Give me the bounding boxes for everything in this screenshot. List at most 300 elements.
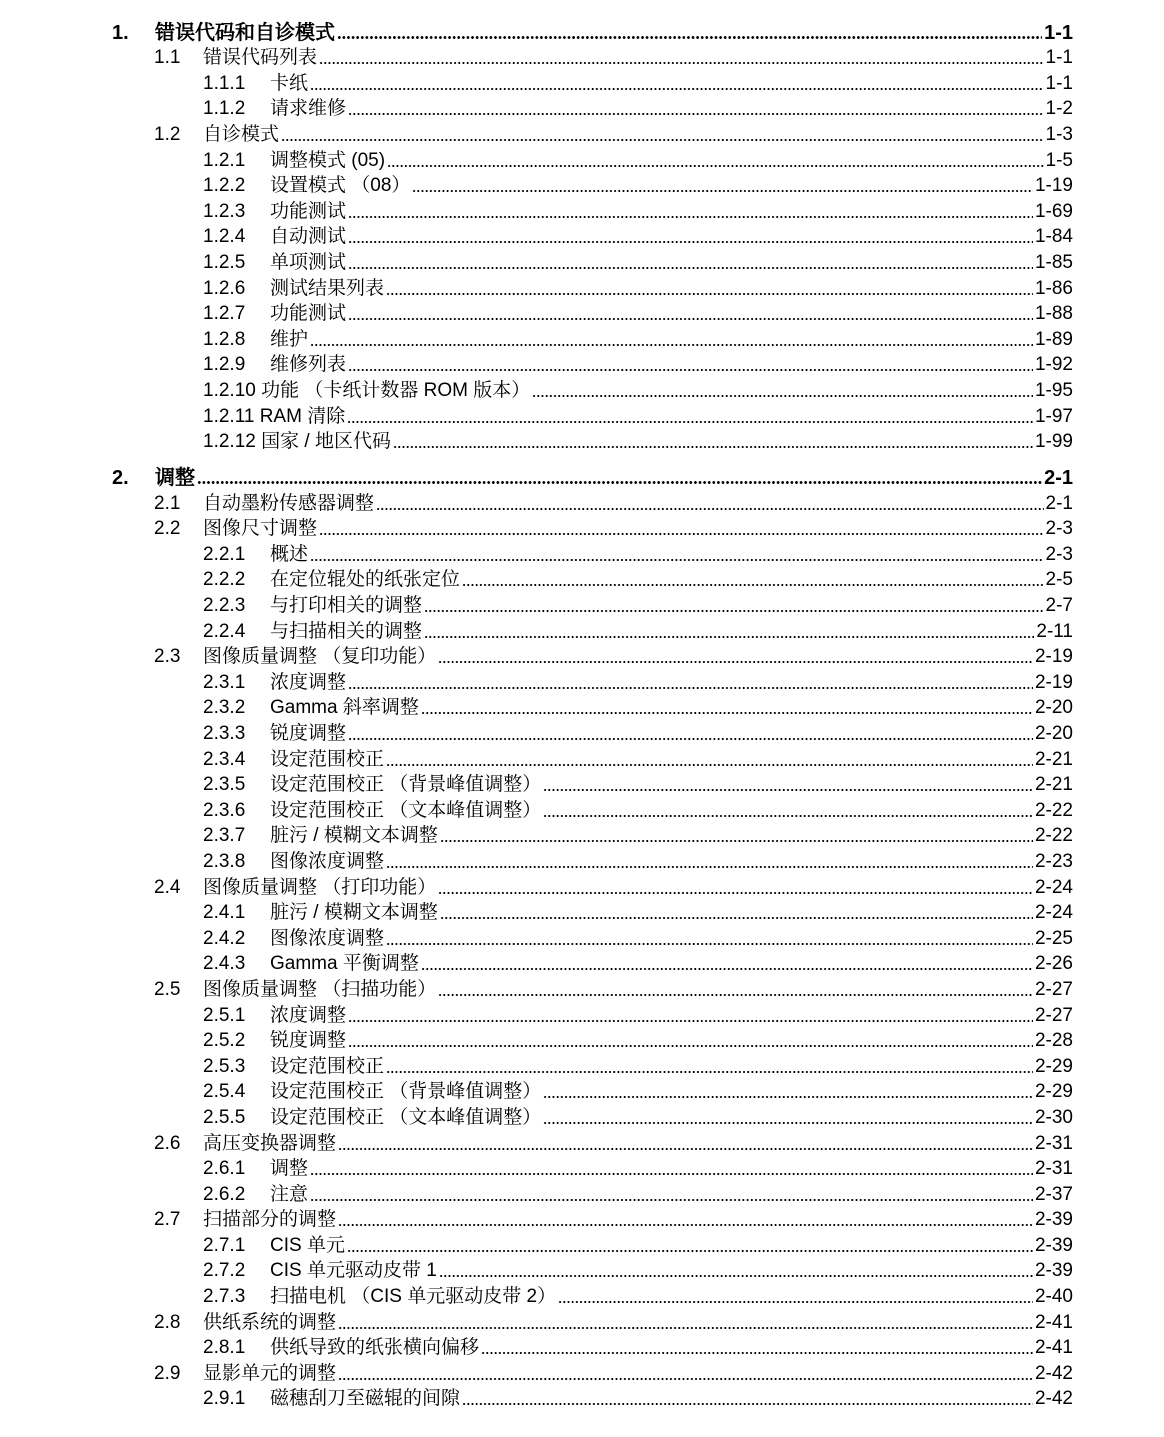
toc-entry-number: 1.1 — [154, 47, 181, 69]
toc-entry-page: 2-27 — [1034, 978, 1073, 1000]
toc-entry[interactable] — [0, 1078, 1164, 1104]
toc-entry-number: 2.3.5 — [203, 774, 246, 796]
toc-entry[interactable] — [0, 540, 1164, 566]
toc-entry-line — [270, 800, 1073, 822]
toc-entry[interactable] — [0, 274, 1164, 300]
toc-entry[interactable] — [0, 643, 1164, 669]
toc-entry-page: 1-69 — [1034, 200, 1073, 222]
toc-entry-line — [270, 1158, 1073, 1180]
toc-entry[interactable] — [0, 1206, 1164, 1232]
toc-entry-line — [270, 569, 1073, 591]
toc-entry-line — [270, 595, 1073, 617]
dot-leader — [310, 87, 1044, 91]
toc-entry-title: 锐度调整 — [270, 723, 347, 745]
toc-entry-line — [270, 672, 1073, 694]
toc-entry[interactable] — [0, 719, 1164, 745]
toc-entry-number: 2. — [112, 467, 129, 490]
toc-entry-line — [270, 544, 1073, 566]
toc-entry[interactable] — [0, 771, 1164, 797]
dot-leader — [281, 138, 1044, 142]
toc-entry[interactable] — [0, 822, 1164, 848]
dot-leader — [310, 1198, 1033, 1202]
toc-entry-title: 维修列表 — [270, 354, 347, 376]
toc-entry-page: 2-37 — [1034, 1183, 1073, 1205]
toc-entry-number: 2.6.2 — [203, 1183, 246, 1205]
dot-leader — [347, 420, 1033, 424]
dot-leader — [338, 1377, 1033, 1381]
toc-entry[interactable] — [0, 668, 1164, 694]
toc-entry-number: 2.7.3 — [203, 1286, 246, 1308]
toc-entry-number: 2.5.2 — [203, 1030, 246, 1052]
toc-entry-title: 脏污 / 模糊文本调整 — [270, 825, 438, 847]
toc-entry-number: 1. — [112, 21, 129, 44]
toc-entry-page: 2-1 — [1044, 467, 1073, 490]
toc-entry[interactable] — [0, 402, 1164, 428]
dot-leader — [347, 1249, 1033, 1253]
toc-entry-title: 错误代码和自诊模式 — [155, 21, 335, 44]
table-of-contents — [0, 18, 1164, 1410]
toc-entry-number: 2.8.1 — [203, 1337, 246, 1359]
toc-entry-number: 2.5.3 — [203, 1055, 246, 1077]
toc-entry-title: 图像质量调整 （打印功能） — [203, 876, 437, 898]
dot-leader — [440, 916, 1033, 920]
toc-entry-title: 请求维修 — [270, 98, 347, 120]
toc-entry[interactable] — [0, 1155, 1164, 1181]
toc-entry-line — [270, 1260, 1073, 1282]
toc-entry-number: 1.2.3 — [203, 200, 246, 222]
toc-entry[interactable] — [0, 44, 1164, 70]
toc-entry[interactable] — [0, 489, 1164, 515]
toc-entry-title: 1.2.11 RAM 清除 — [203, 405, 346, 427]
toc-entry-number: 1.2.8 — [203, 328, 246, 350]
toc-entry[interactable] — [0, 1359, 1164, 1385]
toc-entry-title: 设置模式 （08） — [270, 175, 411, 197]
toc-entry-line — [203, 646, 1073, 668]
dot-leader — [387, 164, 1043, 168]
toc-entry-title: 单项测试 — [270, 251, 347, 273]
toc-entry-title: 调整模式 (05) — [270, 149, 386, 171]
toc-entry-title: 注意 — [270, 1183, 309, 1205]
toc-entry-title: 自动墨粉传感器调整 — [203, 492, 375, 514]
toc-entry-title: 图像尺寸调整 — [203, 518, 318, 540]
toc-entry-number: 2.2 — [154, 518, 181, 540]
toc-entry[interactable] — [0, 172, 1164, 198]
dot-leader — [424, 635, 1034, 639]
dot-leader — [348, 1044, 1033, 1048]
toc-entry-title: 概述 — [270, 543, 309, 565]
dot-leader — [348, 112, 1044, 116]
toc-entry-title: 自诊模式 — [203, 123, 280, 145]
toc-entry[interactable] — [0, 1027, 1164, 1053]
toc-entry-number: 2.3 — [154, 646, 181, 668]
toc-entry[interactable] — [0, 1231, 1164, 1257]
toc-entry-line — [270, 749, 1073, 771]
dot-leader — [386, 763, 1033, 767]
dot-leader — [532, 394, 1033, 398]
toc-entry-title: 浓度调整 — [270, 671, 347, 693]
toc-entry[interactable] — [0, 1257, 1164, 1283]
toc-entry-number: 2.9.1 — [203, 1388, 246, 1410]
toc-entry[interactable] — [0, 1103, 1164, 1129]
toc-entry-line — [203, 877, 1073, 899]
toc-entry-line — [270, 902, 1073, 924]
toc-entry-title: 在定位辊处的纸张定位 — [270, 569, 461, 591]
toc-entry[interactable] — [0, 95, 1164, 121]
toc-entry-line — [203, 380, 1073, 402]
toc-entry-line — [203, 1312, 1073, 1334]
toc-entry-number: 2.5 — [154, 978, 181, 1000]
dot-leader — [376, 507, 1044, 511]
toc-entry-number: 2.2.3 — [203, 595, 246, 617]
toc-entry-page: 2-28 — [1034, 1030, 1073, 1052]
toc-entry-line — [270, 1337, 1073, 1359]
toc-entry-line — [270, 354, 1073, 376]
toc-entry-page: 1-97 — [1034, 405, 1073, 427]
toc-entry-title: 图像浓度调整 — [270, 850, 385, 872]
dot-leader — [197, 480, 1042, 485]
toc-entry-page: 1-1 — [1045, 47, 1073, 69]
toc-entry-line — [270, 953, 1073, 975]
toc-entry-page: 2-39 — [1034, 1209, 1073, 1231]
toc-entry-title: Gamma 斜率调整 — [270, 697, 419, 719]
toc-entry[interactable] — [0, 591, 1164, 617]
toc-entry-number: 2.4.1 — [203, 902, 246, 924]
dot-leader — [348, 368, 1033, 372]
toc-entry-number: 2.3.4 — [203, 748, 246, 770]
toc-entry-title: 图像浓度调整 — [270, 927, 385, 949]
toc-entry-line — [155, 22, 1073, 44]
toc-entry-page: 2-23 — [1034, 850, 1073, 872]
toc-entry-number: 2.3.3 — [203, 723, 246, 745]
toc-entry-page: 2-29 — [1034, 1081, 1073, 1103]
toc-entry-page: 2-20 — [1034, 697, 1073, 719]
toc-entry-line — [270, 73, 1073, 95]
toc-entry-page: 1-2 — [1045, 98, 1073, 120]
toc-entry-page: 1-86 — [1034, 277, 1073, 299]
toc-entry-number: 2.3.8 — [203, 850, 246, 872]
toc-entry-title: 设定范围校正 — [270, 748, 385, 770]
dot-leader — [462, 583, 1044, 587]
toc-entry-number: 2.4.2 — [203, 927, 246, 949]
toc-entry-number: 1.2.5 — [203, 251, 246, 273]
dot-leader — [348, 737, 1033, 741]
toc-entry-number: 2.2.4 — [203, 620, 246, 642]
dot-leader — [348, 686, 1033, 690]
toc-entry-page: 2-19 — [1034, 646, 1073, 668]
toc-entry-line — [270, 1235, 1073, 1257]
toc-entry-page: 2-42 — [1034, 1362, 1073, 1384]
toc-entry-line — [270, 1107, 1073, 1129]
dot-leader — [424, 609, 1044, 613]
toc-entry-line — [270, 278, 1073, 300]
toc-entry-line — [155, 467, 1073, 489]
toc-entry-line — [270, 1184, 1073, 1206]
toc-entry-page: 2-25 — [1034, 927, 1073, 949]
toc-entry-number: 2.3.6 — [203, 799, 246, 821]
toc-entry-line — [270, 774, 1073, 796]
toc-entry-title: 磁穗刮刀至磁辊的间隙 — [270, 1388, 461, 1410]
toc-entry-number: 2.3.7 — [203, 825, 246, 847]
toc-entry-page: 2-41 — [1034, 1337, 1073, 1359]
toc-entry-page: 2-24 — [1034, 876, 1073, 898]
toc-entry-title: 图像质量调整 （扫描功能） — [203, 978, 437, 1000]
dot-leader — [438, 660, 1033, 664]
toc-entry-title: 设定范围校正 （文本峰值调整） — [270, 1106, 542, 1128]
toc-entry-number: 1.2.7 — [203, 303, 246, 325]
toc-entry[interactable] — [0, 975, 1164, 1001]
toc-entry-line — [270, 851, 1073, 873]
dot-leader — [386, 1070, 1033, 1074]
toc-entry-title: 供纸导致的纸张横向偏移 — [270, 1337, 480, 1359]
toc-entry-number: 2.4 — [154, 876, 181, 898]
dot-leader — [319, 61, 1044, 65]
dot-leader — [393, 445, 1033, 449]
toc-entry-title: 测试结果列表 — [270, 277, 385, 299]
dot-leader — [310, 343, 1033, 347]
toc-entry-title: 1.2.10 功能 （卡纸计数器 ROM 版本） — [203, 379, 531, 401]
toc-entry-page: 1-19 — [1034, 175, 1073, 197]
toc-entry-title: 功能测试 — [270, 200, 347, 222]
toc-entry-title: 1.2.12 国家 / 地区代码 — [203, 431, 391, 453]
toc-entry[interactable] — [0, 428, 1164, 454]
toc-entry[interactable] — [0, 1129, 1164, 1155]
dot-leader — [440, 839, 1033, 843]
toc-entry-title: 扫描部分的调整 — [203, 1209, 337, 1231]
toc-entry-line — [203, 1363, 1073, 1385]
toc-entry-line — [203, 1133, 1073, 1155]
dot-leader — [543, 1121, 1033, 1125]
dot-leader — [386, 942, 1033, 946]
toc-entry-line — [270, 252, 1073, 274]
dot-leader — [348, 215, 1033, 219]
toc-entry-page: 1-99 — [1034, 431, 1073, 453]
toc-entry-line — [270, 175, 1073, 197]
toc-entry-line — [203, 431, 1073, 453]
toc-entry[interactable] — [0, 745, 1164, 771]
toc-entry-page: 1-95 — [1034, 379, 1073, 401]
toc-entry-page: 1-92 — [1034, 354, 1073, 376]
toc-entry-number: 2.8 — [154, 1311, 181, 1333]
toc-entry[interactable] — [0, 1001, 1164, 1027]
toc-entry[interactable] — [0, 694, 1164, 720]
toc-entry[interactable] — [0, 1052, 1164, 1078]
toc-entry[interactable] — [0, 566, 1164, 592]
toc-entry-page: 1-89 — [1034, 328, 1073, 350]
toc-entry[interactable] — [0, 1308, 1164, 1334]
toc-entry-page: 2-3 — [1045, 543, 1073, 565]
toc-entry[interactable] — [0, 325, 1164, 351]
toc-entry-page: 2-21 — [1034, 774, 1073, 796]
toc-entry[interactable] — [0, 873, 1164, 899]
toc-entry[interactable] — [0, 847, 1164, 873]
toc-entry-page: 2-26 — [1034, 953, 1073, 975]
toc-entry-page: 2-31 — [1034, 1158, 1073, 1180]
toc-entry-line — [270, 1005, 1073, 1027]
toc-entry-line — [203, 47, 1073, 69]
toc-entry-title: 显影单元的调整 — [203, 1362, 337, 1384]
toc-entry-page: 2-11 — [1036, 620, 1073, 642]
dot-leader — [421, 967, 1033, 971]
toc-entry[interactable] — [0, 617, 1164, 643]
toc-entry-page: 2-21 — [1034, 748, 1073, 770]
toc-entry[interactable] — [0, 351, 1164, 377]
toc-entry-page: 1-3 — [1045, 123, 1073, 145]
toc-entry-page: 2-30 — [1034, 1106, 1073, 1128]
dot-leader — [348, 1019, 1033, 1023]
dot-leader — [543, 1095, 1033, 1099]
toc-entry[interactable] — [0, 1282, 1164, 1308]
toc-entry-line — [203, 1209, 1073, 1231]
toc-entry-title: 设定范围校正 （文本峰值调整） — [270, 799, 542, 821]
dot-leader — [348, 266, 1033, 270]
toc-entry-page: 1-1 — [1044, 21, 1073, 44]
toc-entry-page: 2-22 — [1034, 825, 1073, 847]
toc-entry-number: 2.3.1 — [203, 671, 246, 693]
toc-entry-title: 扫描电机 （CIS 单元驱动皮带 2） — [270, 1286, 557, 1308]
toc-entry[interactable] — [0, 300, 1164, 326]
toc-entry[interactable] — [0, 463, 1164, 489]
toc-entry[interactable] — [0, 1334, 1164, 1360]
toc-entry-title: 脏污 / 模糊文本调整 — [270, 902, 438, 924]
toc-entry-page: 2-27 — [1034, 1004, 1073, 1026]
toc-entry-line — [270, 825, 1073, 847]
toc-entry-number: 1.2.4 — [203, 226, 246, 248]
toc-entry-title: 设定范围校正 （背景峰值调整） — [270, 1081, 542, 1103]
toc-entry-page: 1-85 — [1034, 251, 1073, 273]
toc-entry[interactable] — [0, 120, 1164, 146]
dot-leader — [462, 1402, 1033, 1406]
toc-entry-line — [270, 1286, 1073, 1308]
toc-entry-title: 调整 — [155, 467, 195, 490]
toc-entry-page: 2-7 — [1045, 595, 1073, 617]
toc-entry[interactable] — [0, 1385, 1164, 1411]
toc-entry-title: 设定范围校正 — [270, 1055, 385, 1077]
dot-leader — [348, 317, 1033, 321]
toc-entry-number: 2.3.2 — [203, 697, 246, 719]
toc-entry-line — [270, 1081, 1073, 1103]
toc-entry[interactable] — [0, 796, 1164, 822]
toc-entry-title: Gamma 平衡调整 — [270, 953, 419, 975]
toc-entry-number: 1.2 — [154, 123, 181, 145]
toc-entry-title: 卡纸 — [270, 72, 309, 94]
dot-leader — [386, 865, 1033, 869]
toc-entry-line — [270, 303, 1073, 325]
toc-entry-number: 2.5.5 — [203, 1106, 246, 1128]
toc-entry-number: 2.7.1 — [203, 1234, 246, 1256]
toc-entry[interactable] — [0, 248, 1164, 274]
toc-entry-line — [203, 406, 1073, 428]
toc-entry-page: 1-1 — [1045, 72, 1073, 94]
toc-entry-title: 维护 — [270, 328, 309, 350]
toc-entry-title: 浓度调整 — [270, 1004, 347, 1026]
toc-entry-title: 锐度调整 — [270, 1030, 347, 1052]
toc-entry-page: 2-29 — [1034, 1055, 1073, 1077]
dot-leader — [412, 189, 1033, 193]
toc-entry-line — [270, 329, 1073, 351]
toc-entry-line — [270, 1388, 1073, 1410]
toc-entry-line — [270, 723, 1073, 745]
dot-leader — [310, 1172, 1033, 1176]
toc-entry-line — [270, 1056, 1073, 1078]
toc-entry[interactable] — [0, 223, 1164, 249]
toc-entry-number: 2.7.2 — [203, 1260, 246, 1282]
toc-entry-title: CIS 单元 — [270, 1234, 345, 1256]
toc-entry-page: 2-42 — [1034, 1388, 1073, 1410]
toc-entry-line — [203, 518, 1073, 540]
toc-entry-page: 2-40 — [1034, 1286, 1073, 1308]
toc-entry-title: 错误代码列表 — [203, 47, 318, 69]
toc-entry-number: 1.2.1 — [203, 149, 246, 171]
toc-entry-page: 2-20 — [1034, 723, 1073, 745]
dot-leader — [439, 1274, 1033, 1278]
dot-leader — [438, 993, 1033, 997]
toc-entry[interactable] — [0, 69, 1164, 95]
dot-leader — [319, 532, 1044, 536]
toc-entry-line — [270, 697, 1073, 719]
toc-entry-title: 自动测试 — [270, 226, 347, 248]
toc-entry[interactable] — [0, 515, 1164, 541]
toc-entry-number: 2.4.3 — [203, 953, 246, 975]
toc-entry-title: 图像质量调整 （复印功能） — [203, 646, 437, 668]
toc-entry-line — [270, 226, 1073, 248]
toc-entry-line — [270, 1030, 1073, 1052]
toc-entry-line — [270, 98, 1073, 120]
toc-entry[interactable] — [0, 18, 1164, 44]
dot-leader — [543, 814, 1033, 818]
toc-entry-number: 1.2.9 — [203, 354, 246, 376]
toc-entry[interactable] — [0, 899, 1164, 925]
toc-entry-number: 2.1 — [154, 492, 181, 514]
dot-leader — [558, 1300, 1033, 1304]
dot-leader — [338, 1326, 1033, 1330]
toc-entry[interactable] — [0, 376, 1164, 402]
toc-entry[interactable] — [0, 950, 1164, 976]
toc-entry-title: 设定范围校正 （背景峰值调整） — [270, 774, 542, 796]
toc-entry[interactable] — [0, 1180, 1164, 1206]
toc-entry-line — [270, 150, 1073, 172]
toc-entry[interactable] — [0, 146, 1164, 172]
toc-entry-title: CIS 单元驱动皮带 1 — [270, 1260, 437, 1282]
toc-entry-page: 1-84 — [1034, 226, 1073, 248]
toc-entry-number: 2.5.4 — [203, 1081, 246, 1103]
toc-entry-number: 2.9 — [154, 1362, 181, 1384]
dot-leader — [338, 1223, 1033, 1227]
toc-entry-number: 2.5.1 — [203, 1004, 246, 1026]
toc-entry-title: 与扫描相关的调整 — [270, 620, 423, 642]
dot-leader — [481, 1351, 1033, 1355]
dot-leader — [337, 35, 1042, 40]
toc-entry-number: 1.1.2 — [203, 98, 246, 120]
toc-entry-title: 供纸系统的调整 — [203, 1311, 337, 1333]
toc-entry-page: 2-31 — [1034, 1132, 1073, 1154]
dot-leader — [438, 891, 1033, 895]
toc-entry-line — [270, 201, 1073, 223]
dot-leader — [386, 292, 1033, 296]
toc-entry[interactable] — [0, 197, 1164, 223]
toc-entry-number: 1.2.6 — [203, 277, 246, 299]
toc-entry-title: 高压变换器调整 — [203, 1132, 337, 1154]
toc-entry-page: 2-41 — [1034, 1311, 1073, 1333]
dot-leader — [338, 1147, 1033, 1151]
toc-entry[interactable] — [0, 924, 1164, 950]
toc-entry-number: 2.6 — [154, 1132, 181, 1154]
toc-entry-page: 2-3 — [1045, 518, 1073, 540]
toc-entry-number: 1.1.1 — [203, 72, 246, 94]
toc-entry-page: 2-22 — [1034, 799, 1073, 821]
dot-leader — [348, 240, 1033, 244]
toc-entry-line — [270, 621, 1073, 643]
toc-entry-page: 1-5 — [1045, 149, 1073, 171]
